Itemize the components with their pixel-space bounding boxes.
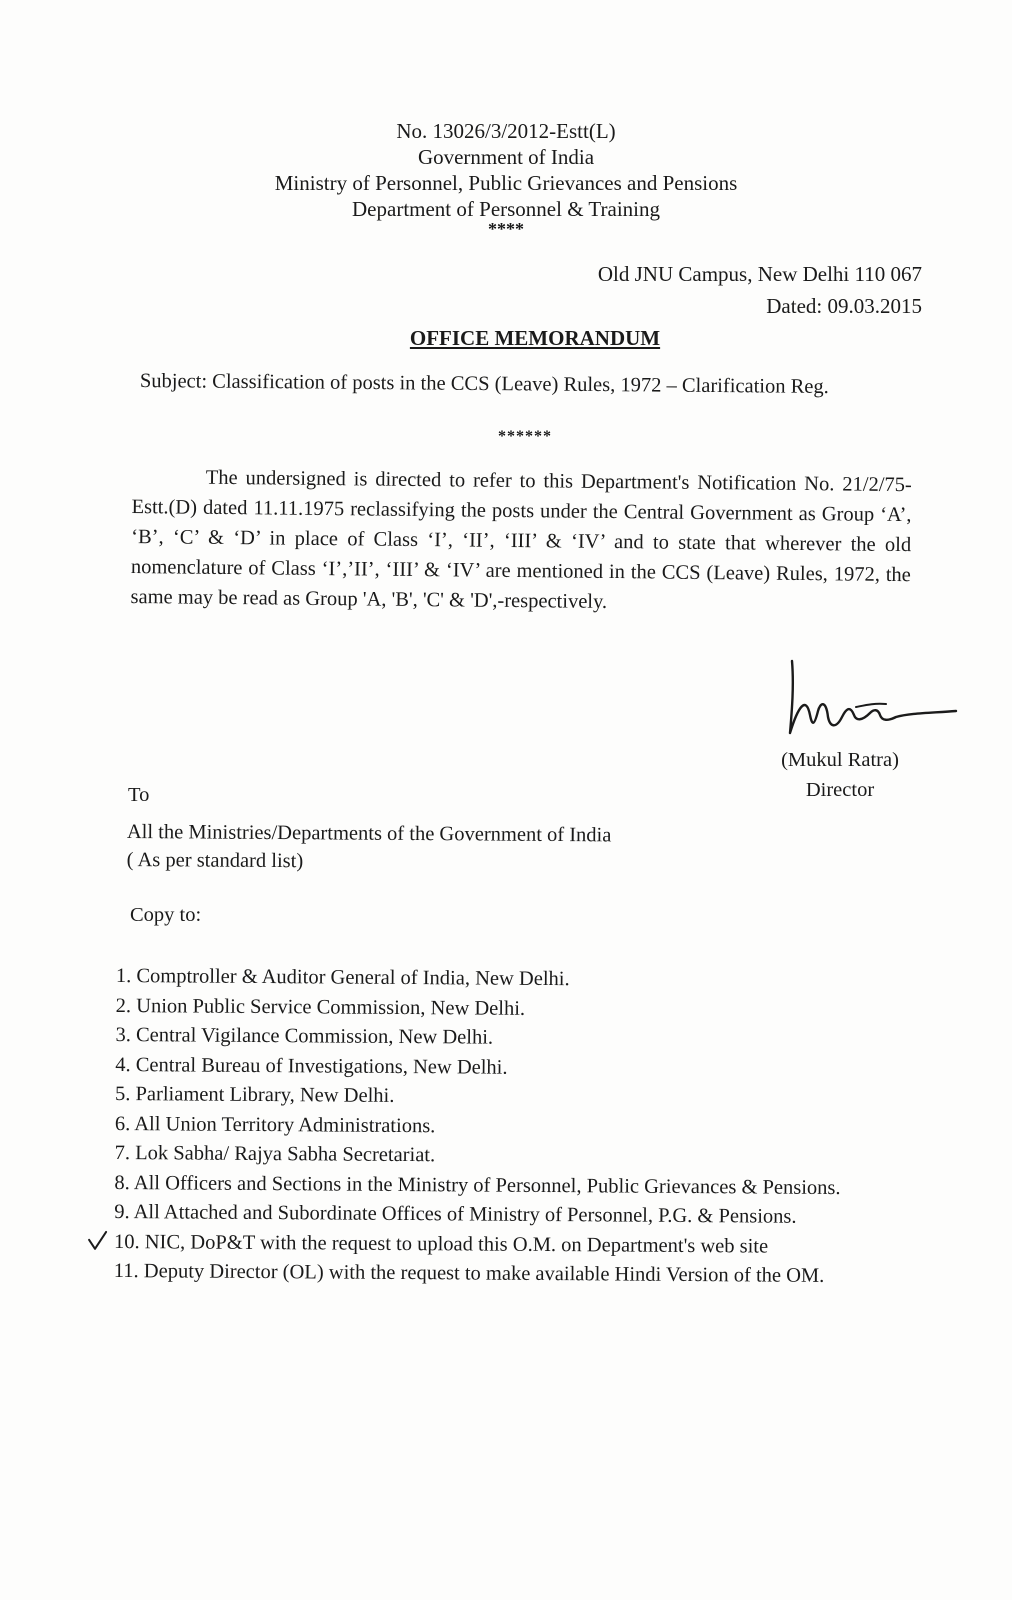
list-item: 9. All Attached and Subordinate Offices of Ministry of Personnel, P.G. & Pensions. [114, 1200, 797, 1228]
letter-header [0, 118, 1012, 239]
list-item: 2. Union Public Service Commission, New Delhi. [115, 994, 526, 1020]
check-mark-icon [86, 1229, 116, 1251]
list-item: 4. Central Bureau of Investigations, New Delhi. [115, 1053, 508, 1079]
ministry-name: Ministry of Personnel, Public Grievances and Pensions [274, 171, 738, 195]
copy-to-list [114, 962, 876, 1292]
header-separator: **** [488, 219, 524, 239]
list-item: 6. All Union Territory Administrations. [114, 1112, 436, 1137]
list-item: 5. Parliament Library, New Delhi. [115, 1082, 395, 1107]
list-item: 7. Lok Sabha/ Rajya Sabha Secretariat. [114, 1141, 436, 1167]
addressee-block [127, 818, 612, 877]
list-item: 3. Central Vigilance Commission, New Delhi. [115, 1023, 494, 1049]
addressee-line: All the Ministries/Departments of the Government of India [126, 820, 612, 847]
signatory-name: (Mukul Ratra) [781, 749, 899, 771]
signatory-designation: Director [805, 779, 875, 801]
file-number: No. 13026/3/2012-Estt(L) [396, 119, 616, 143]
body-paragraph: The undersigned is directed to refer to this Department's Notification No. 21/2/75-Estt.(D) dated 11.11.1975 reclassifying the posts under the Central Government as Group ‘A’, ‘B’, ‘C’ & ‘D’ in place of Class ‘I’, ‘II’, ‘III’ & ‘IV’ and to state that wherever the old nomenclature of Class ‘I’,’II’, ‘III’ & ‘IV’ are mentioned in the CCS (Leave) Rules, 1972, the same may be read as Group 'A, 'B', 'C' & 'D',-respectively. [130, 466, 912, 613]
place-and-date [598, 258, 922, 322]
list-item: 11. Deputy Director (OL) with the request to make available Hindi Version of the OM. [113, 1259, 825, 1287]
subject-separator: ****** [498, 428, 552, 445]
office-address: Old JNU Campus, New Delhi 110 067 [597, 262, 922, 286]
list-item-text: 10. NIC, DoP&T with the request to upload this O.M. on Department's web site [113, 1230, 769, 1258]
copy-to-label: Copy to: [130, 904, 202, 926]
memo-date: Dated: 09.03.2015 [766, 294, 922, 318]
to-label: To [128, 784, 150, 806]
list-item [114, 1227, 874, 1262]
list-item: 1. Comptroller & Auditor General of India, New Delhi. [115, 964, 570, 991]
signature-image [770, 655, 970, 755]
government-name: Government of India [417, 145, 595, 169]
document-title: OFFICE MEMORANDUM [409, 326, 661, 350]
list-item: 8. All Officers and Sections in the Ministry of Personnel, Public Grievances & Pensions. [114, 1171, 841, 1199]
subject-line: Subject: Classification of posts in the CCS (Leave) Rules, 1972 – Clarification Reg. [139, 370, 829, 399]
signatory-block [775, 745, 905, 805]
department-name: Department of Personnel & Training [352, 197, 660, 221]
addressee-note: ( As per standard list) [126, 848, 304, 873]
